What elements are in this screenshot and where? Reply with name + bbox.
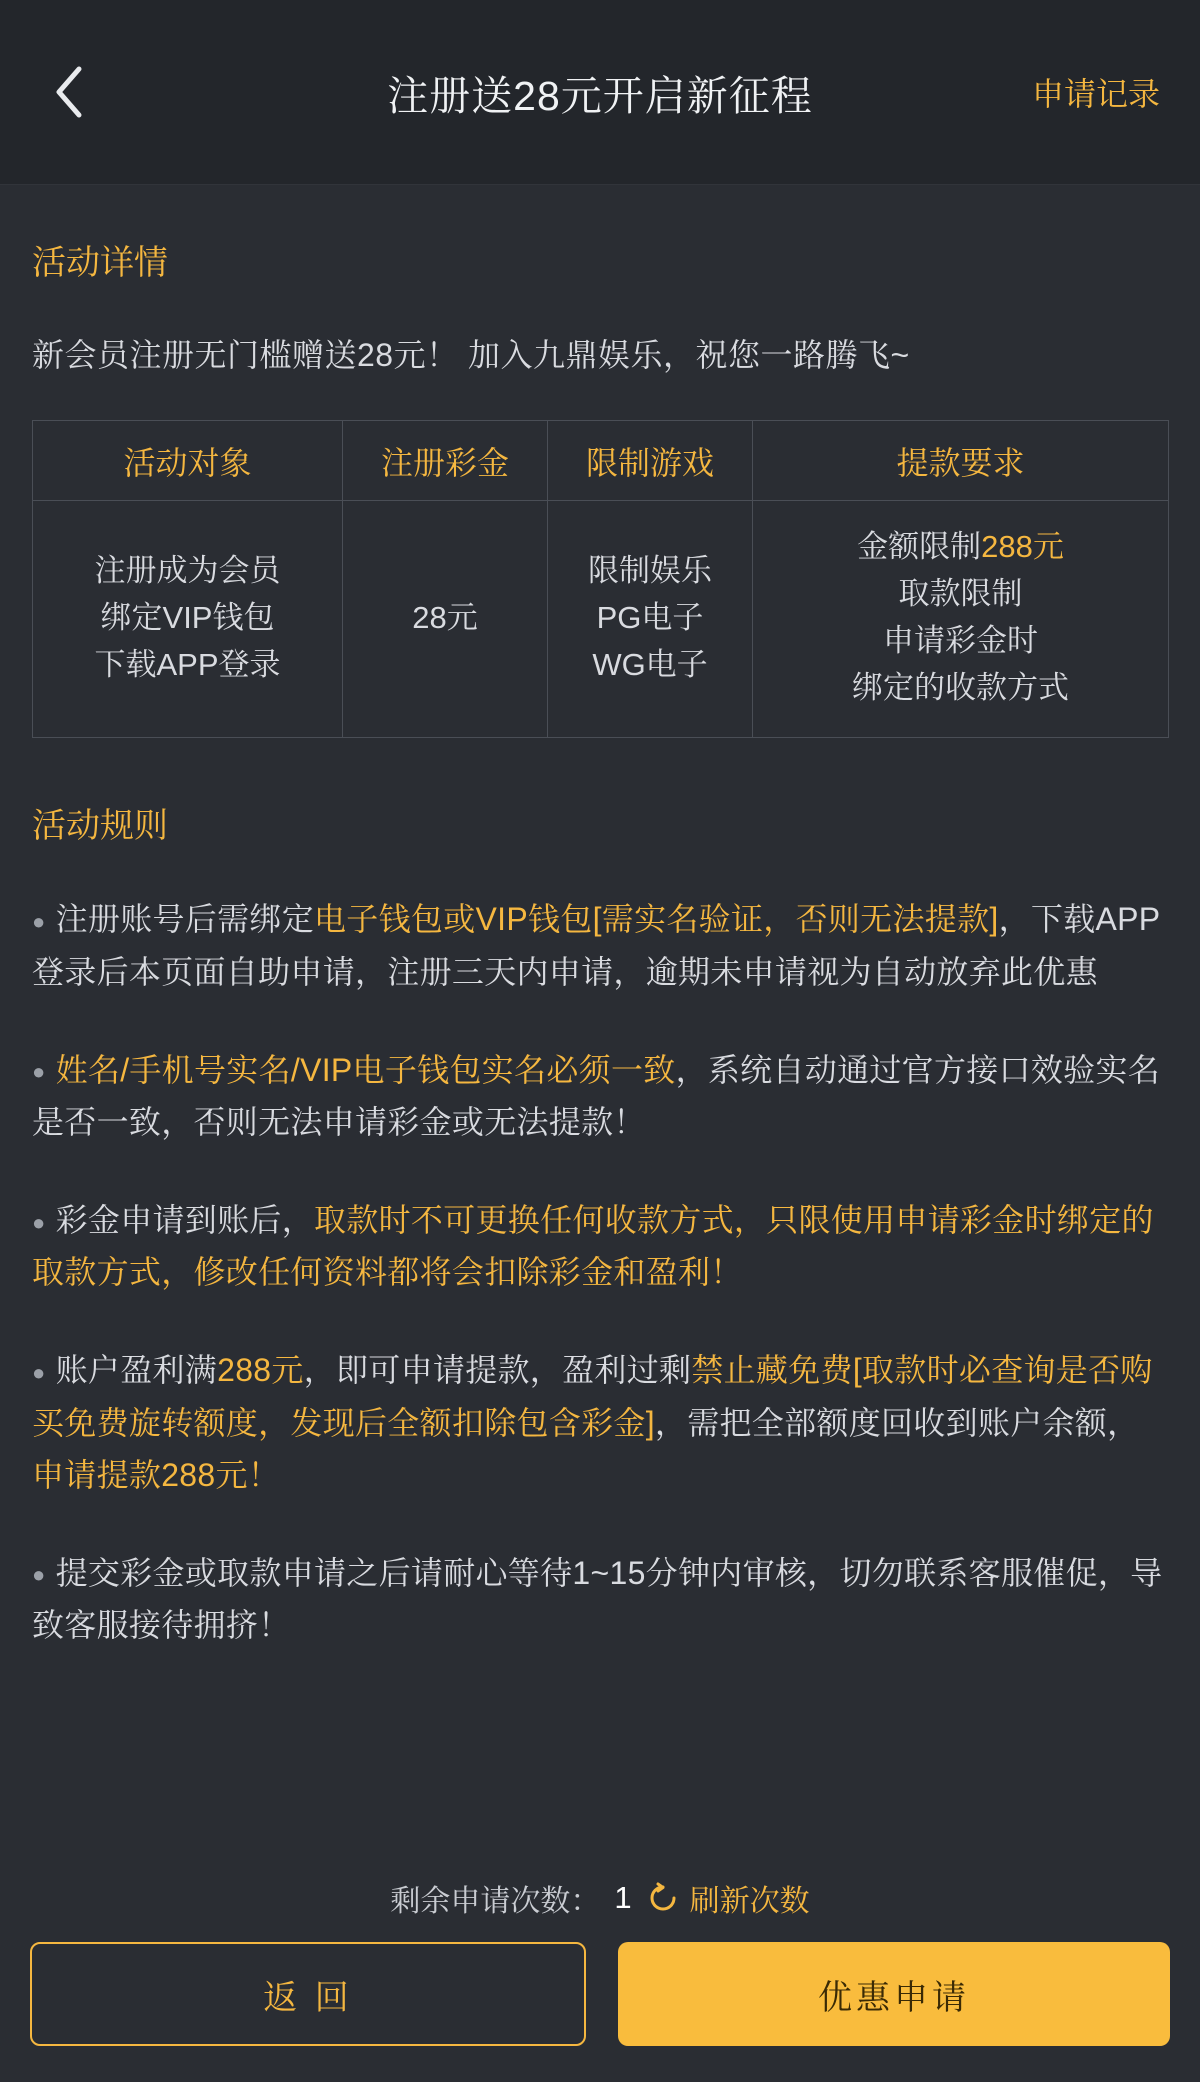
rule-item <box>32 1194 1168 1298</box>
bullet-icon: ● <box>32 1562 46 1588</box>
cell-games-text: 限制娱乐 PG电子 WG电子 <box>588 552 712 682</box>
rule-text: 彩金申请到账后， <box>55 1202 314 1239</box>
remaining-attempts-label: 剩余申请次数： <box>390 1885 601 1918</box>
remaining-attempts <box>0 1858 1200 1942</box>
promotion-detail-table <box>32 420 1169 738</box>
table-header-target: 活动对象 <box>33 421 343 501</box>
detail-section-title: 活动详情 <box>32 244 168 282</box>
application-records-link[interactable]: 申请记录 <box>1031 76 1160 112</box>
footer-button-row <box>0 1942 1200 2082</box>
rule-item <box>32 1044 1168 1148</box>
back-action-button[interactable]: 返 回 <box>30 1942 586 2046</box>
refresh-count-label: 刷新次数 <box>689 1885 810 1918</box>
rule-text: ，需把全部额度回收到账户余额， <box>654 1404 1140 1441</box>
rule-text-highlight: 禁止藏免费[取款时必查询是否购买免费旋转额度，发现后全额扣除包含彩金] <box>32 1352 1153 1441</box>
cell-withdraw <box>753 501 1169 738</box>
rule-text-highlight: 电子钱包或VIP钱包[需实名验证，否则无法提款] <box>314 901 999 938</box>
table-header-bonus: 注册彩金 <box>343 421 548 501</box>
detail-intro-text: 新会员注册无门槛赠送28元！ 加入九鼎娱乐，祝您一路腾飞~ <box>32 337 910 373</box>
chevron-left-icon <box>53 64 87 120</box>
table-header-games: 限制游戏 <box>548 421 753 501</box>
rule-text: 账户盈利满 <box>55 1352 218 1389</box>
bullet-icon: ● <box>32 1359 46 1385</box>
rule-text: 提交彩金或取款申请之后请耐心等待1~15分钟内审核，切勿联系客服催促，导致客服接待拥挤！ <box>32 1554 1163 1643</box>
bullet-icon: ● <box>32 909 46 935</box>
rule-text-highlight: 取款时不可更换任何收款方式，只限使用申请彩金时绑定的取款方式，修改任何资料都将会扣除彩金和盈利！ <box>32 1202 1154 1291</box>
rule-item <box>32 1344 1168 1500</box>
rule-text-highlight: 288元 <box>217 1352 304 1389</box>
remaining-attempts-count: 1 <box>614 1880 632 1915</box>
app-header <box>0 0 1200 185</box>
page-title: 注册送28元开启新征程 <box>387 72 813 119</box>
rule-text-highlight: 申请提款288元！ <box>32 1456 281 1493</box>
cell-target-text: 注册成为会员 绑定VIP钱包 下载APP登录 <box>94 552 281 682</box>
page-content <box>0 185 1200 1846</box>
cell-withdraw-prefix: 金额限制 <box>857 529 982 564</box>
cell-target <box>33 501 343 738</box>
rule-text-highlight: 姓名/手机号实名/VIP电子钱包实名必须一致 <box>55 1051 676 1088</box>
apply-promotion-button[interactable]: 优惠申请 <box>618 1942 1170 2046</box>
table-row <box>33 501 1169 738</box>
rule-text: ，系统自动通过官方接口效验实名是否一致，否则无法申请彩金或无法提款！ <box>32 1051 1161 1140</box>
cell-withdraw-rest: 取款限制 申请彩金时 绑定的收款方式 <box>852 576 1069 706</box>
rules-list <box>32 893 1168 1717</box>
rule-item <box>32 893 1168 997</box>
refresh-count-button[interactable] <box>646 1876 810 1920</box>
bullet-icon: ● <box>32 1059 46 1085</box>
rule-text: ，下载APP登录后本页面自助申请，注册三天内申请，逾期未申请视为自动放弃此优惠 <box>32 901 1161 990</box>
cell-withdraw-amount: 288元 <box>981 529 1064 564</box>
cell-bonus: 28元 <box>343 501 548 738</box>
back-button[interactable] <box>40 62 100 122</box>
bullet-icon: ● <box>32 1209 46 1235</box>
table-header-withdraw: 提款要求 <box>753 421 1169 501</box>
rule-text: ，即可申请提款，盈利过剩 <box>303 1352 692 1389</box>
table-header-row <box>33 421 1169 501</box>
rules-section-title: 活动规则 <box>32 807 168 846</box>
refresh-icon <box>646 1881 680 1915</box>
cell-games <box>548 501 753 738</box>
footer-bar <box>0 1846 1200 2082</box>
rule-item <box>32 1547 1168 1651</box>
rule-text: 注册账号后需绑定 <box>55 901 314 938</box>
